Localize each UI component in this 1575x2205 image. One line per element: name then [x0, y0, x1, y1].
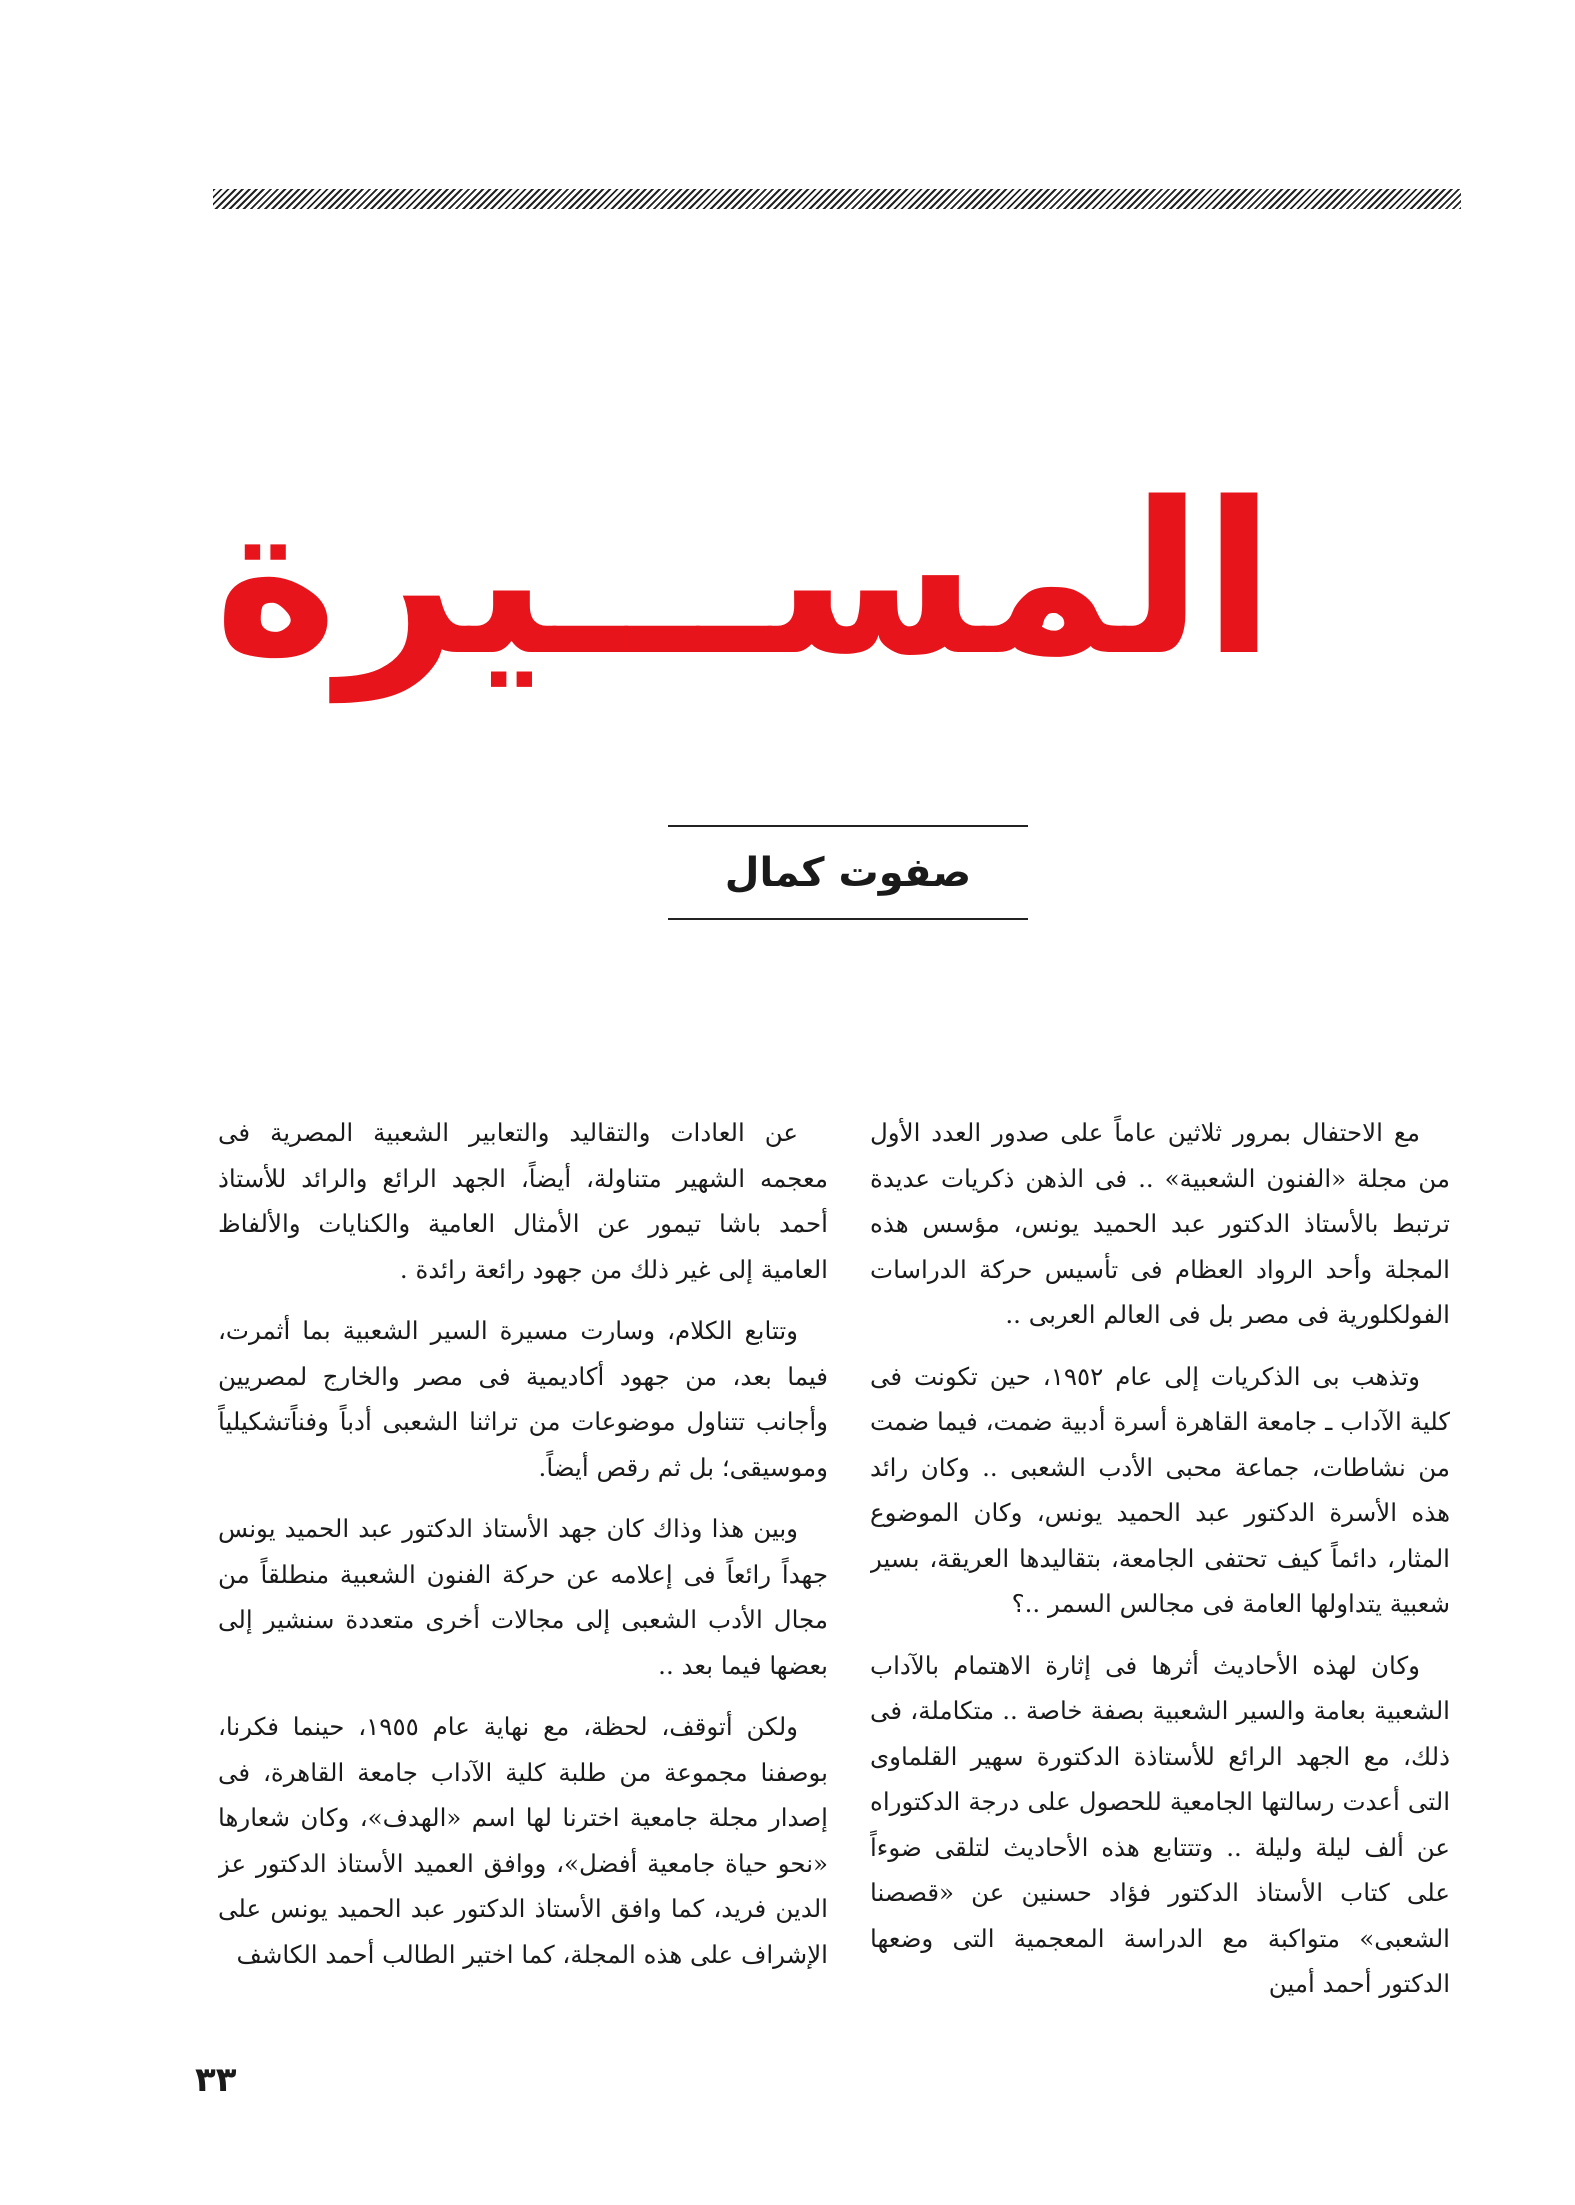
paragraph: عن العادات والتقاليد والتعابير الشعبية المصرية فى معجمه الشهير متناولة، أيضاً، الجهد الرائع والرائد للأستاذ أحمد باشا تيمور عن الأمثال العامية والكنايات والألفاظ العامية إلى غير ذلك من جهود رائعة رائدة . — [218, 1118, 828, 1284]
paragraph: وكان لهذه الأحاديث أثرها فى إثارة الاهتمام بالآداب الشعبية بعامة والسير الشعبية بصفة خاصة .. متكاملة، فى ذلك، مع الجهد الرائع للأستاذة الدكتورة سهير القلماوى التى أعدت رسالتها الجامعية للحصول على درجة الدكتوراه عن ألف ليلة وليلة .. وتتتابع هذه الأحاديث لتلقى ضوءاً على كتاب الأستاذ الدكتور فؤاد حسنين عن «قصصنا الشعبى» متواكبة مع الدراسة المعجمية التى وضعها الدكتور أحمد أمين — [870, 1650, 1450, 1998]
text-column-right — [870, 1110, 1450, 2030]
paragraph: ولكن أتوقف، لحظة، مع نهاية عام ١٩٥٥، حينما فكرنا، بوصفنا مجموعة من طلبة كلية الآداب جامعة القاهرة، فى إصدار مجلة جامعية اخترنا لها اسم «الهدف»، وكان شعارها «نحو حياة جامعية أفضل»، ووافق العميد الأستاذ الدكتور عز الدين فريد، كما وافق الأستاذ الدكتور عبد الحميد يونس على الإشراف على هذه المجلة، كما اختير الطالب أحمد الكاشف — [218, 1712, 828, 1969]
paragraph: وتتابع الكلام، وسارت مسيرة السير الشعبية بما أثمرت، فيما بعد، من جهود أكاديمية فى مصر والخارج لمصريين وأجانب تتناول موضوعات من تراثنا الشعبى أدباً وفناًتشكيلياً وموسيقى؛ بل ثم رقص أيضاً. — [218, 1316, 828, 1482]
author-rule-top — [668, 825, 1028, 827]
top-hatched-rule — [213, 189, 1461, 209]
paragraph: وبين هذا وذاك كان جهد الأستاذ الدكتور عبد الحميد يونس جهداً رائعاً فى إعلامه عن حركة الفنون الشعبية منطلقاً من مجال الأدب الشعبى إلى مجالات أخرى متعددة سنشير إلى بعضها فيما بعد .. — [218, 1514, 828, 1680]
article-author: صفوت كمال — [724, 850, 972, 896]
text-column-left — [218, 1110, 828, 2030]
author-rule-bottom — [668, 918, 1028, 920]
paragraph: وتذهب بى الذكريات إلى عام ١٩٥٢، حين تكونت فى كلية الآداب ـ جامعة القاهرة أسرة أدبية ضمت، فيما ضمت من نشاطات، جماعة محبى الأدب الشعبى .. وكان رائد هذه الأسرة الدكتور عبد الحميد يونس، وكان الموضوع المثار، دائماً كيف تحتفى الجامعة، بتقاليدها العريقة، بسير شعبية يتداولها العامة فى مجالس السمر ..؟ — [870, 1361, 1450, 1618]
article-title: المســـيرة — [214, 457, 1275, 702]
page-number: ٣٣ — [195, 2060, 237, 2100]
paragraph: مع الاحتفال بمرور ثلاثين عاماً على صدور العدد الأول من مجلة «الفنون الشعبية» .. فى الذهن ذكريات عديدة ترتبط بالأستاذ الدكتور عبد الحميد يونس، مؤسس هذه المجلة وأحد الرواد العظام فى تأسيس حركة الدراسات الفولكلورية فى مصر بل فى العالم العربى .. — [870, 1118, 1450, 1329]
